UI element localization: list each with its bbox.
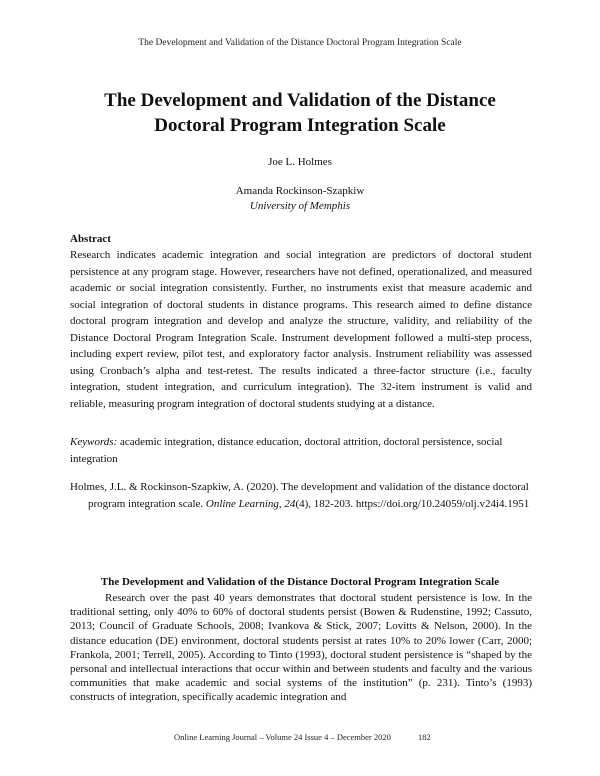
running-head: The Development and Validation of the Distance Doctoral Program Integration Scale xyxy=(138,38,462,48)
citation xyxy=(70,479,532,512)
author-name-2: Amanda Rockinson-Szapkiw xyxy=(235,185,365,197)
title-line-2: Doctoral Program Integration Scale xyxy=(154,115,446,136)
citation-journal: Online Learning, 24 xyxy=(205,497,296,510)
abstract-text: Research indicates academic integration and social integration are predictors of doctoral student persistence at any program stage. However, researchers have not defined, operationalized, and measured academic or social integration consistently. Further, no instruments exist that measure academic and social integration of doctoral students in distance programs. This research aimed to define distance doctoral program integration and develop and analyze the structure, validity, and reliability of the Distance Doctoral Program Integration Scale. Instrument development followed a multi-step process, including expert review, pilot test, and exploratory factor analysis. Instrument reliability was assessed using Cronbach’s alpha and test-retest. The results indicated a three-factor structure (i.e., faculty integration, student integration, and curriculum integration). The 32-item instrument is valid and reliable, measuring program integration of doctoral students studying at a distance. xyxy=(70,249,532,410)
page-number: 182 xyxy=(418,732,431,742)
paper-title xyxy=(60,88,540,138)
citation-suffix: (4), 182-203. https://doi.org/10.24059/olj.v24i4.1951 xyxy=(295,497,530,510)
section-title: The Development and Validation of the Distance Doctoral Program Integration Scale xyxy=(100,576,500,588)
keywords-text: academic integration, distance education, doctoral attrition, doctoral persistence, social integration xyxy=(70,436,503,465)
abstract-heading: Abstract xyxy=(70,233,111,245)
keywords-label: Keywords: xyxy=(70,436,118,448)
author-name-1: Joe L. Holmes xyxy=(268,156,332,168)
citation-prefix: Holmes, J.L. & Rockinson-Szapkiw, A. (2020). The development and validation of the distance doctoral program integration scale. xyxy=(70,481,529,510)
footer-journal-info: Online Learning Journal – Volume 24 Issue 4 – December 2020 xyxy=(174,732,391,742)
author-affiliation: University of Memphis xyxy=(249,200,351,212)
title-line-1: The Development and Validation of the Distance xyxy=(104,90,496,111)
body-paragraph: Research over the past 40 years demonstrates that doctoral student persistence is low. In the traditional setting, only 40% to 60% of doctoral students persist (Bowen & Rudenstine, 1992; Cassuto, 2013; Council of Graduate Schools, 2008; Ivankova & Stick, 2007; Lovitts & Nelson, 2000). In the distance education (DE) environment, doctoral students persist at rates 10% to 20% lower (Carr, 2000; Frankola, 2001; Terrell, 2005). According to Tinto (1993), doctoral student persistence is “shaped by the personal and intellectual interactions that occur within and between students and faculty and the various communities that make academic and social systems of the institution” (p. 231). Tinto’s (1993) constructs of integration, specifically academic integration and xyxy=(70,592,532,704)
keywords xyxy=(70,434,532,467)
